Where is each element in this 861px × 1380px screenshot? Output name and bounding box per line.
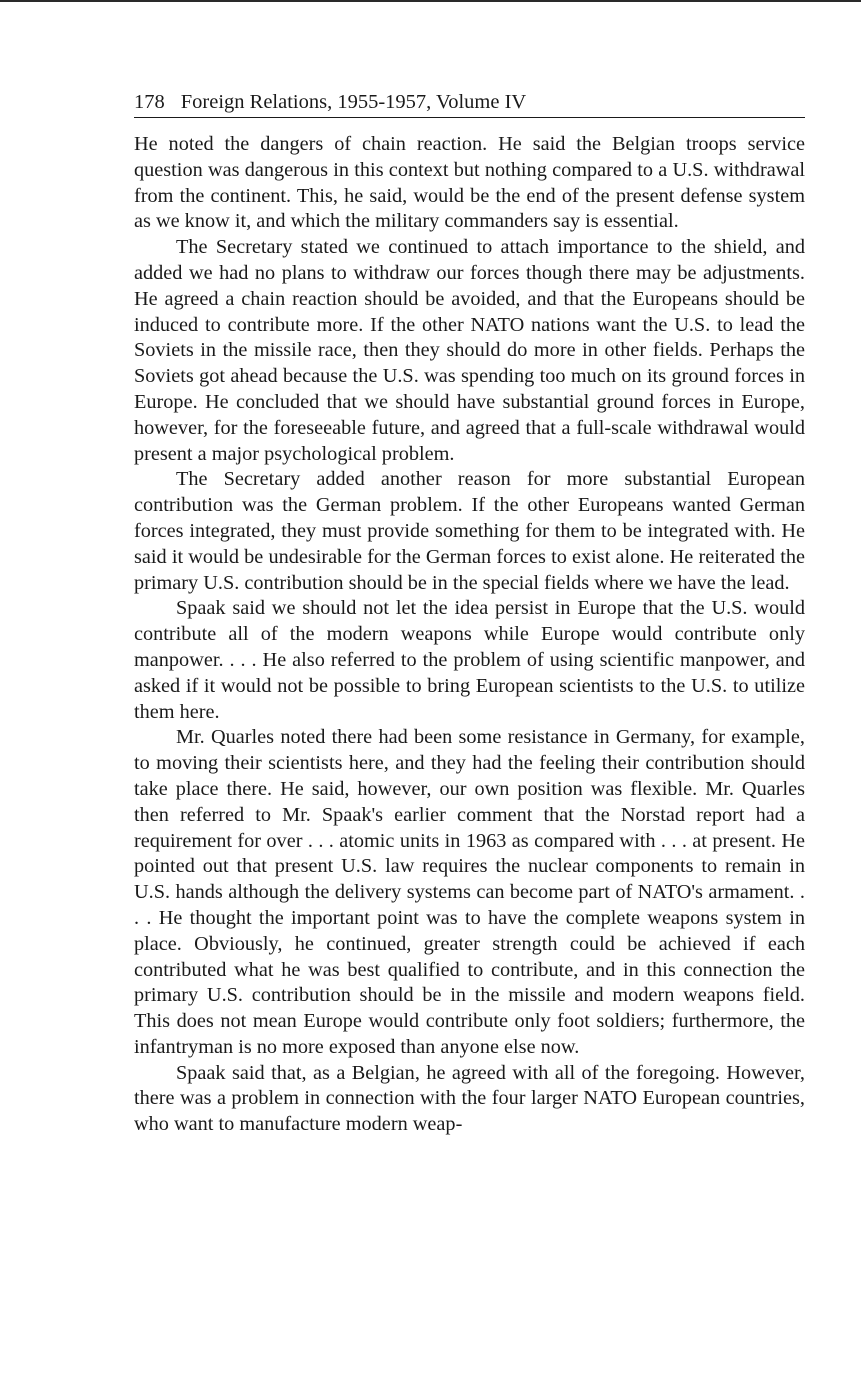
top-edge-rule: [0, 0, 861, 2]
paragraph-quarles-scientists: Mr. Quarles noted there had been some resistance in Germany, for example, to moving their scientists here, and they had the feeling their contribution should take place there. He said, however, our own position was flexible. Mr. Quarles then referred to Mr. Spaak's earlier comment that the Norstad report had a requirement for over . . . atomic units in 1963 as compared with . . . at present. He pointed out that present U.S. law requires the nuclear components to remain in U.S. hands although the delivery systems can become part of NATO's armament. . . . He thought the important point was to have the complete weapons system in place. Obviously, he continued, greater strength could be achieved if each contributed what he was best qualified to contribute, and in this connection the primary U.S. contribution should be in the missile and modern weapons field. This does not mean Europe would contribute only foot soldiers; furthermore, the infantryman is no more exposed than anyone else now.: [134, 726, 805, 1058]
paragraph-spaak-manpower: Spaak said we should not let the idea persist in Europe that the U.S. would contribute all of the modern weapons while Europe would contribute only manpower. . . . He also referred to the problem of using scientific manpower, and asked if it would not be possible to bring European scientists to the U.S. to utilize them here.: [134, 597, 805, 723]
running-title: Foreign Relations, 1955-1957, Volume IV: [180, 91, 527, 113]
page-number: 178: [134, 91, 165, 113]
paragraph-german-problem: The Secretary added another reason for more substantial European contribution was the German problem. If the other Europeans wanted German forces integrated, they must provide something for them to be integrated with. He said it would be undesirable for the German forces to exist alone. He reiterated the primary U.S. contribution should be in the special fields where we have the lead.: [134, 468, 805, 594]
document-page: [134, 88, 805, 1138]
body-text: [134, 132, 805, 1138]
running-head: [134, 88, 805, 118]
paragraph-spaak-belgian: Spaak said that, as a Belgian, he agreed with all of the foregoing. However, there was a problem in connection with the four larger NATO European countries, who want to manufacture modern weap-: [134, 1061, 805, 1136]
paragraph-chain-reaction: He noted the dangers of chain reaction. He said the Belgian troops service question was dangerous in this context but nothing compared to a U.S. withdrawal from the continent. This, he said, would be the end of the present defense system as we know it, and which the military commanders say is essential.: [134, 133, 805, 233]
paragraph-secretary-shield: The Secretary stated we continued to attach importance to the shield, and added we had no plans to withdraw our forces though there may be adjustments. He agreed a chain reaction should be avoided, and that the Europeans should be induced to contribute more. If the other NATO nations want the U.S. to lead the Soviets in the missile race, then they should do more in other fields. Perhaps the Soviets got ahead because the U.S. was spending too much on its ground forces in Europe. He concluded that we should have substantial ground forces in Europe, however, for the foreseeable future, and agreed that a full-scale withdrawal would present a major psychological problem.: [134, 236, 805, 465]
